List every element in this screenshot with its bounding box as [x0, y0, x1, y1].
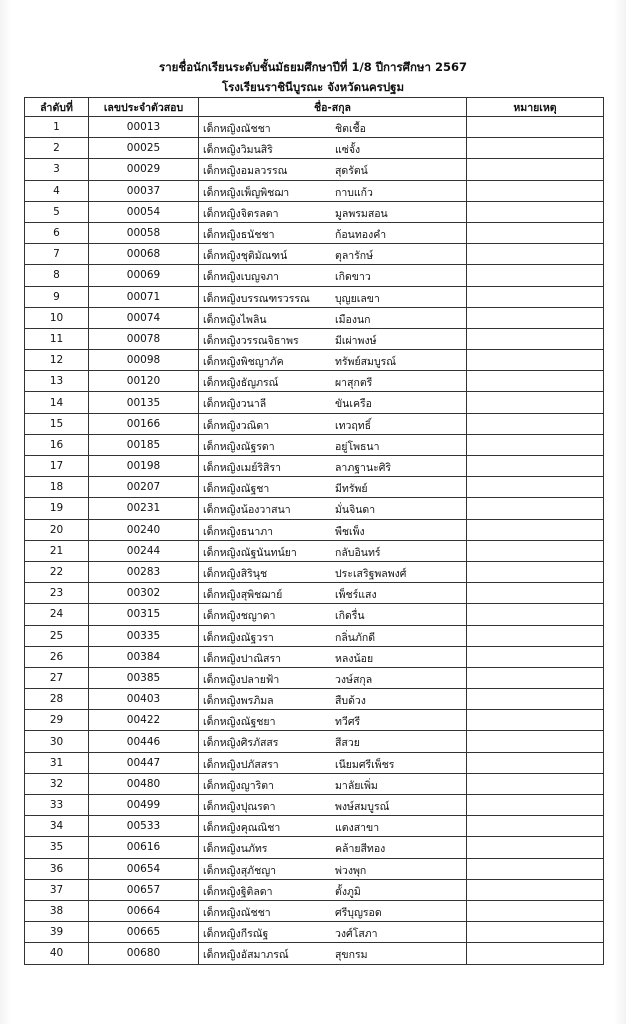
table-row: [25, 413, 604, 434]
row-number: 34: [25, 816, 89, 837]
first-name: เด็กหญิงธัญภรณ์: [203, 377, 279, 390]
student-name: [199, 244, 467, 265]
last-name: สุขกรม: [335, 949, 368, 962]
first-name: เด็กหญิงธนาภา: [203, 525, 274, 538]
remark-cell: [467, 413, 604, 434]
exam-id: 00025: [89, 138, 199, 159]
remark-cell: [467, 265, 604, 286]
table-row: [25, 858, 604, 879]
first-name: เด็กหญิงณัฐวรา: [203, 631, 274, 644]
row-number: 17: [25, 456, 89, 477]
table-row: [25, 816, 604, 837]
student-name: [199, 900, 467, 921]
remark-cell: [467, 667, 604, 688]
exam-id: 00664: [89, 900, 199, 921]
first-name: เด็กหญิงปภัสสรา: [203, 758, 279, 771]
table-row: [25, 350, 604, 371]
last-name: เนียมศรีเพ็ชร: [335, 758, 395, 771]
student-name: [199, 583, 467, 604]
last-name: สืบด้วง: [335, 695, 366, 708]
exam-id: 00533: [89, 816, 199, 837]
row-number: 28: [25, 689, 89, 710]
exam-id: 00071: [89, 286, 199, 307]
remark-cell: [467, 773, 604, 794]
table-row: [25, 710, 604, 731]
remark-cell: [467, 434, 604, 455]
first-name: เด็กหญิงน้องวาสนา: [203, 504, 291, 517]
last-name: ตุลารักษ์: [335, 250, 374, 263]
table-row: [25, 900, 604, 921]
first-name: เด็กหญิงกีรณัฐ: [203, 928, 269, 941]
student-name: [199, 773, 467, 794]
exam-id: 00078: [89, 328, 199, 349]
first-name: เด็กหญิงวณิดา: [203, 419, 270, 432]
student-name: [199, 667, 467, 688]
last-name: หลงน้อย: [335, 652, 374, 665]
exam-id: 00680: [89, 943, 199, 964]
row-number: 12: [25, 350, 89, 371]
table-row: [25, 286, 604, 307]
last-name: เพ็ชร์แสง: [335, 589, 377, 602]
last-name: ตั้งภูมิ: [335, 885, 361, 898]
table-row: [25, 689, 604, 710]
last-name: พงษ์สมบูรณ์: [335, 801, 390, 813]
last-name: มั่นจินดา: [335, 504, 376, 517]
table-row: [25, 519, 604, 540]
table-row: [25, 583, 604, 604]
last-name: มูลพรมสอน: [335, 207, 388, 220]
exam-id: 00207: [89, 477, 199, 498]
exam-id: 00074: [89, 307, 199, 328]
last-name: พืชเพ็ง: [335, 525, 365, 538]
first-name: เด็กหญิงณัฐชา: [203, 483, 270, 496]
table-row: [25, 244, 604, 265]
remark-cell: [467, 519, 604, 540]
student-name: [199, 117, 467, 138]
remark-cell: [467, 540, 604, 561]
exam-id: 00385: [89, 667, 199, 688]
table-row: [25, 922, 604, 943]
last-name: ทรัพย์สมบูรณ์: [335, 356, 397, 369]
table-row: [25, 117, 604, 138]
student-name: [199, 434, 467, 455]
exam-id: 00384: [89, 646, 199, 667]
table-row: [25, 540, 604, 561]
student-name: [199, 180, 467, 201]
row-number: 16: [25, 434, 89, 455]
document-title: รายชื่อนักเรียนระดับชั้นมัธยมศึกษาปีที่ 1/8 ปีการศึกษา 2567: [159, 60, 467, 74]
exam-id: 00029: [89, 159, 199, 180]
last-name: เกิดขาว: [335, 271, 371, 284]
row-number: 14: [25, 392, 89, 413]
student-name: [199, 265, 467, 286]
first-name: เด็กหญิงพรภิมล: [203, 695, 274, 708]
exam-id: 00037: [89, 180, 199, 201]
last-name: แตงสาขา: [335, 822, 380, 835]
table-row: [25, 371, 604, 392]
table-row: [25, 201, 604, 222]
last-name: เกิดรื่น: [335, 610, 365, 623]
column-header-number: ลำดับที่: [25, 98, 89, 117]
student-name: [199, 498, 467, 519]
first-name: เด็กหญิงบรรณฑรวรรณ: [203, 292, 310, 305]
student-name: [199, 328, 467, 349]
row-number: 38: [25, 900, 89, 921]
table-row: [25, 307, 604, 328]
exam-id: 00499: [89, 795, 199, 816]
row-number: 33: [25, 795, 89, 816]
last-name: กลิ่นภักดี: [335, 631, 376, 644]
table-row: [25, 561, 604, 582]
exam-id: 00166: [89, 413, 199, 434]
first-name: เด็กหญิงเพ็ญพิชฌา: [203, 186, 290, 199]
table-row: [25, 222, 604, 243]
remark-cell: [467, 943, 604, 964]
table-row: [25, 328, 604, 349]
student-name: [199, 371, 467, 392]
student-name: [199, 519, 467, 540]
remark-cell: [467, 392, 604, 413]
first-name: เด็กหญิงเบญจภา: [203, 271, 279, 284]
table-row: [25, 837, 604, 858]
table-header-row: [25, 98, 604, 117]
first-name: เด็กหญิงสิรินุช: [203, 567, 268, 580]
exam-id: 00422: [89, 710, 199, 731]
table-row: [25, 180, 604, 201]
first-name: เด็กหญิงวรรณจิธาพร: [203, 334, 299, 347]
remark-cell: [467, 710, 604, 731]
remark-cell: [467, 879, 604, 900]
table-row: [25, 392, 604, 413]
row-number: 8: [25, 265, 89, 286]
last-name: ลาภฐานะศิริ: [335, 462, 392, 474]
exam-id: 00098: [89, 350, 199, 371]
exam-id: 00616: [89, 837, 199, 858]
student-name: [199, 392, 467, 413]
first-name: เด็กหญิงปลายฟ้า: [203, 673, 280, 686]
student-name: [199, 477, 467, 498]
row-number: 5: [25, 201, 89, 222]
first-name: เด็กหญิงสุพิชฌาย์: [203, 589, 283, 602]
table-row: [25, 625, 604, 646]
table-row: [25, 646, 604, 667]
remark-cell: [467, 689, 604, 710]
table-row: [25, 477, 604, 498]
student-name: [199, 837, 467, 858]
table-row: [25, 731, 604, 752]
school-name: โรงเรียนราชินีบูรณะ จังหวัดนครปฐม: [221, 80, 405, 94]
exam-id: 00283: [89, 561, 199, 582]
exam-id: 00480: [89, 773, 199, 794]
row-number: 7: [25, 244, 89, 265]
table-body: [25, 117, 604, 965]
student-name: [199, 816, 467, 837]
student-name: [199, 561, 467, 582]
last-name: ศรีบุญรอด: [335, 906, 382, 919]
last-name: วงษ์สกุล: [335, 673, 373, 686]
table-row: [25, 498, 604, 519]
student-name: [199, 879, 467, 900]
remark-cell: [467, 625, 604, 646]
row-number: 9: [25, 286, 89, 307]
student-name: [199, 604, 467, 625]
exam-id: 00335: [89, 625, 199, 646]
row-number: 22: [25, 561, 89, 582]
table-row: [25, 159, 604, 180]
first-name: เด็กหญิงธนัชชา: [203, 228, 275, 241]
row-number: 1: [25, 117, 89, 138]
exam-id: 00665: [89, 922, 199, 943]
student-name: [199, 307, 467, 328]
first-name: เด็กหญิงณัชชา: [203, 906, 271, 919]
student-name: [199, 752, 467, 773]
student-name: [199, 943, 467, 964]
student-name: [199, 731, 467, 752]
remark-cell: [467, 244, 604, 265]
remark-cell: [467, 858, 604, 879]
student-name: [199, 625, 467, 646]
last-name: ชิตเชื้อ: [335, 123, 366, 135]
row-number: 40: [25, 943, 89, 964]
remark-cell: [467, 180, 604, 201]
column-header-name: ชื่อ-สกุล: [199, 98, 467, 117]
first-name: เด็กหญิงณัฐชยา: [203, 716, 276, 729]
first-name: เด็กหญิงณัฐรดา: [203, 440, 275, 453]
first-name: เด็กหญิงศิรภัสสร: [203, 737, 279, 750]
first-name: เด็กหญิงชุติมัณฑน์: [203, 250, 288, 263]
row-number: 11: [25, 328, 89, 349]
remark-cell: [467, 456, 604, 477]
remark-cell: [467, 816, 604, 837]
last-name: อยู่โพธนา: [335, 440, 380, 453]
exam-id: 00657: [89, 879, 199, 900]
remark-cell: [467, 752, 604, 773]
first-name: เด็กหญิงคุณณิชา: [203, 822, 281, 835]
table-row: [25, 752, 604, 773]
exam-id: 00058: [89, 222, 199, 243]
first-name: เด็กหญิงฐิติลดา: [203, 885, 273, 898]
exam-id: 00185: [89, 434, 199, 455]
remark-cell: [467, 837, 604, 858]
first-name: เด็กหญิงญาริตา: [203, 779, 274, 792]
remark-cell: [467, 201, 604, 222]
exam-id: 00315: [89, 604, 199, 625]
row-number: 26: [25, 646, 89, 667]
remark-cell: [467, 307, 604, 328]
exam-id: 00446: [89, 731, 199, 752]
student-name: [199, 350, 467, 371]
exam-id: 00240: [89, 519, 199, 540]
exam-id: 00403: [89, 689, 199, 710]
last-name: สุดรัตน์: [335, 165, 368, 178]
row-number: 15: [25, 413, 89, 434]
row-number: 35: [25, 837, 89, 858]
table-row: [25, 456, 604, 477]
remark-cell: [467, 286, 604, 307]
row-number: 23: [25, 583, 89, 604]
row-number: 20: [25, 519, 89, 540]
last-name: ขันเครือ: [335, 398, 372, 411]
last-name: เทวฤทธิ์: [335, 419, 372, 432]
exam-id: 00447: [89, 752, 199, 773]
student-name: [199, 201, 467, 222]
last-name: ทวีศรี: [335, 716, 361, 729]
last-name: สีสวย: [335, 737, 360, 750]
table-row: [25, 604, 604, 625]
first-name: เด็กหญิงชญาดา: [203, 610, 276, 623]
first-name: เด็กหญิงณัฐนันทน์ยา: [203, 546, 297, 559]
row-number: 29: [25, 710, 89, 731]
exam-id: 00302: [89, 583, 199, 604]
student-name: [199, 159, 467, 180]
first-name: เด็กหญิงอัสมาภรณ์: [203, 949, 289, 962]
last-name: แซ่จั้ง: [335, 144, 361, 157]
last-name: บุญยเลขา: [335, 292, 380, 305]
student-name: [199, 540, 467, 561]
first-name: เด็กหญิงปาณิสรา: [203, 652, 282, 665]
student-table: [24, 97, 604, 965]
first-name: เด็กหญิงวิมนสิริ: [203, 144, 273, 157]
last-name: กาบแก้ว: [335, 186, 373, 199]
last-name: พ่วงพุก: [335, 864, 367, 877]
row-number: 21: [25, 540, 89, 561]
exam-id: 00068: [89, 244, 199, 265]
remark-cell: [467, 646, 604, 667]
remark-cell: [467, 159, 604, 180]
student-name: [199, 138, 467, 159]
first-name: เด็กหญิงปุณรดา: [203, 801, 276, 813]
table-row: [25, 434, 604, 455]
student-name: [199, 922, 467, 943]
row-number: 25: [25, 625, 89, 646]
column-header-exam-id: เลขประจำตัวสอบ: [89, 98, 199, 117]
first-name: เด็กหญิงสุภัชญา: [203, 864, 277, 877]
first-name: เด็กหญิงนภัทร: [203, 843, 268, 856]
remark-cell: [467, 900, 604, 921]
student-name: [199, 858, 467, 879]
remark-cell: [467, 328, 604, 349]
remark-cell: [467, 350, 604, 371]
exam-id: 00231: [89, 498, 199, 519]
row-number: 3: [25, 159, 89, 180]
table-row: [25, 773, 604, 794]
table-row: [25, 265, 604, 286]
row-number: 4: [25, 180, 89, 201]
last-name: คล้ายสีทอง: [335, 843, 386, 856]
first-name: เด็กหญิงเมย์ริสิรา: [203, 462, 282, 474]
last-name: ประเสริฐพลพงศ์: [335, 567, 407, 580]
column-header-remark: หมายเหตุ: [467, 98, 604, 117]
student-name: [199, 222, 467, 243]
last-name: กลับอินทร์: [335, 546, 381, 559]
remark-cell: [467, 604, 604, 625]
row-number: 18: [25, 477, 89, 498]
row-number: 30: [25, 731, 89, 752]
remark-cell: [467, 583, 604, 604]
last-name: มีทรัพย์: [335, 483, 368, 496]
student-name: [199, 795, 467, 816]
table-row: [25, 667, 604, 688]
table-row: [25, 879, 604, 900]
first-name: เด็กหญิงวนาลี: [203, 398, 267, 411]
first-name: เด็กหญิงพิชญาภัค: [203, 356, 284, 369]
remark-cell: [467, 138, 604, 159]
row-number: 19: [25, 498, 89, 519]
student-name: [199, 646, 467, 667]
row-number: 31: [25, 752, 89, 773]
row-number: 36: [25, 858, 89, 879]
first-name: เด็กหญิงจิตรลดา: [203, 207, 279, 220]
remark-cell: [467, 371, 604, 392]
exam-id: 00013: [89, 117, 199, 138]
remark-cell: [467, 498, 604, 519]
exam-id: 00120: [89, 371, 199, 392]
student-name: [199, 286, 467, 307]
table-row: [25, 795, 604, 816]
row-number: 37: [25, 879, 89, 900]
row-number: 32: [25, 773, 89, 794]
remark-cell: [467, 922, 604, 943]
first-name: เด็กหญิงณัชชา: [203, 123, 271, 135]
row-number: 27: [25, 667, 89, 688]
student-name: [199, 710, 467, 731]
exam-id: 00069: [89, 265, 199, 286]
row-number: 6: [25, 222, 89, 243]
remark-cell: [467, 731, 604, 752]
remark-cell: [467, 561, 604, 582]
first-name: เด็กหญิงอมลวรรณ: [203, 165, 288, 178]
row-number: 39: [25, 922, 89, 943]
student-name: [199, 456, 467, 477]
last-name: มีเผ่าพงษ์: [335, 334, 377, 347]
student-name: [199, 413, 467, 434]
remark-cell: [467, 477, 604, 498]
row-number: 10: [25, 307, 89, 328]
table-row: [25, 138, 604, 159]
last-name: วงศ์โสภา: [335, 928, 378, 941]
row-number: 24: [25, 604, 89, 625]
first-name: เด็กหญิงไพลิน: [203, 313, 267, 326]
last-name: ก้อนทองคำ: [335, 228, 387, 241]
remark-cell: [467, 222, 604, 243]
row-number: 2: [25, 138, 89, 159]
exam-id: 00198: [89, 456, 199, 477]
last-name: มาลัยเพิ่ม: [335, 779, 378, 792]
remark-cell: [467, 795, 604, 816]
exam-id: 00654: [89, 858, 199, 879]
row-number: 13: [25, 371, 89, 392]
student-name: [199, 689, 467, 710]
last-name: ผาสุกตรี: [335, 377, 373, 390]
table-row: [25, 943, 604, 964]
exam-id: 00054: [89, 201, 199, 222]
remark-cell: [467, 117, 604, 138]
exam-id: 00135: [89, 392, 199, 413]
last-name: เมืองนก: [335, 313, 371, 326]
exam-id: 00244: [89, 540, 199, 561]
